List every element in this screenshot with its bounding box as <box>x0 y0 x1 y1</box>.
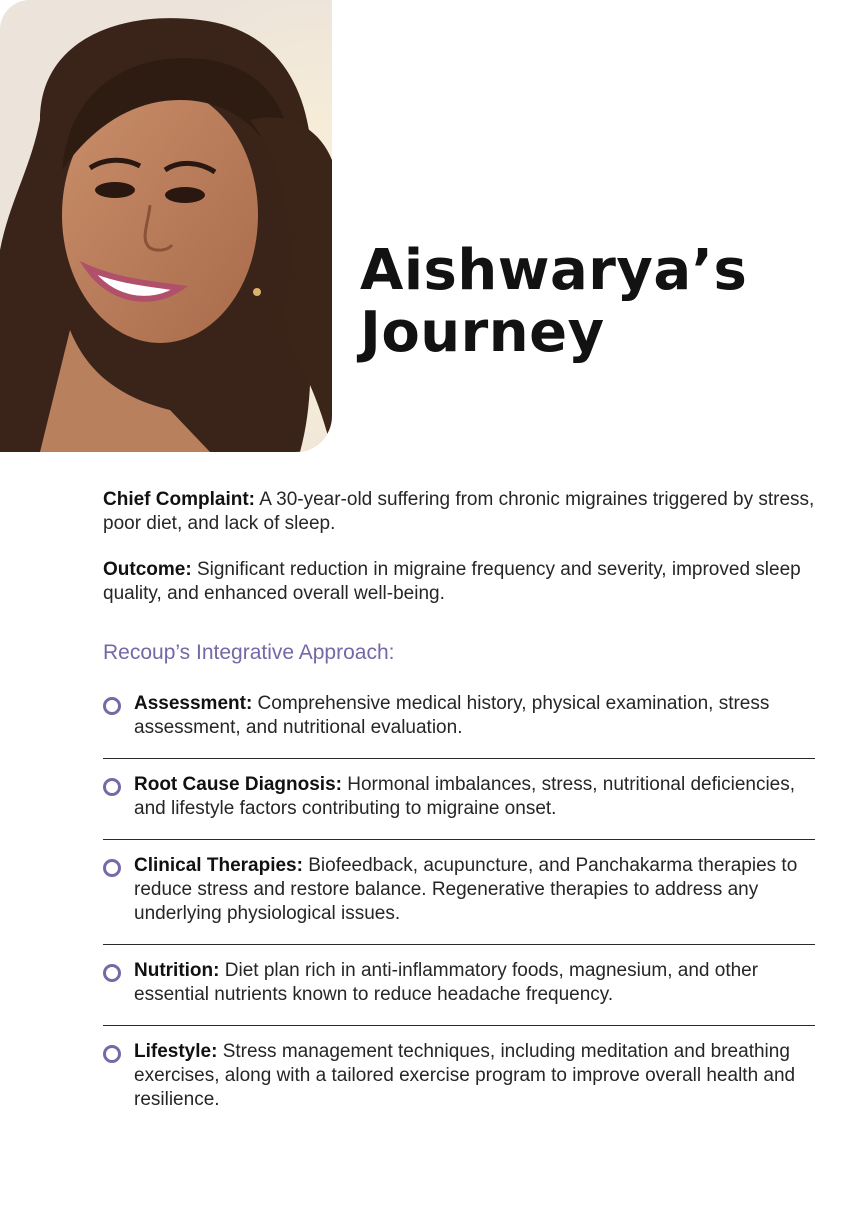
approach-item-text: Diet plan rich in anti-inflammatory foods, magnesium, and other essential nutrients known to reduce headache frequency. <box>134 960 759 1005</box>
approach-item-assessment <box>103 684 815 759</box>
outcome <box>103 558 815 606</box>
circle-outline-icon <box>103 697 121 715</box>
circle-outline-icon <box>103 778 121 796</box>
outcome-text: Significant reduction in migraine frequency and severity, improved sleep quality, and enhanced overall well-being. <box>103 559 801 604</box>
approach-item-text: Biofeedback, acupuncture, and Panchakarma therapies to reduce stress and restore balance. Regenerative therapies to address any underlying physiological issues. <box>134 855 798 924</box>
approach-item-root-cause <box>103 759 815 840</box>
approach-item-text: Hormonal imbalances, stress, nutritional deficiencies, and lifestyle factors contributing to migraine onset. <box>134 774 796 819</box>
circle-outline-icon <box>103 859 121 877</box>
approach-item-label: Root Cause Diagnosis: <box>134 774 342 795</box>
page-title <box>360 240 830 364</box>
title-line-name: Aishwarya’s <box>360 238 748 303</box>
outcome-label: Outcome: <box>103 559 192 580</box>
chief-complaint <box>103 488 815 536</box>
case-content <box>103 488 815 1130</box>
approach-item-label: Assessment: <box>134 693 253 714</box>
approach-list <box>103 684 815 1130</box>
approach-item-text: Stress management techniques, including meditation and breathing exercises, along with a tailored exercise program to improve overall health and resilience. <box>134 1041 796 1110</box>
title-line-journey: Journey <box>360 300 605 365</box>
approach-heading: Recoup’s Integrative Approach: <box>103 641 395 664</box>
approach-item-text: Comprehensive medical history, physical examination, stress assessment, and nutritional evaluation. <box>134 693 770 738</box>
portrait-illustration <box>0 0 332 452</box>
profile-photo <box>0 0 332 452</box>
circle-outline-icon <box>103 1045 121 1063</box>
approach-item-label: Clinical Therapies: <box>134 855 303 876</box>
approach-item-lifestyle <box>103 1026 815 1130</box>
chief-complaint-text: A 30-year-old suffering from chronic migraines triggered by stress, poor diet, and lack of sleep. <box>103 489 815 534</box>
approach-item-clinical-therapies <box>103 840 815 945</box>
approach-item-nutrition <box>103 945 815 1026</box>
approach-item-label: Nutrition: <box>134 960 220 981</box>
circle-outline-icon <box>103 964 121 982</box>
approach-item-label: Lifestyle: <box>134 1041 218 1062</box>
chief-complaint-label: Chief Complaint: <box>103 489 255 510</box>
